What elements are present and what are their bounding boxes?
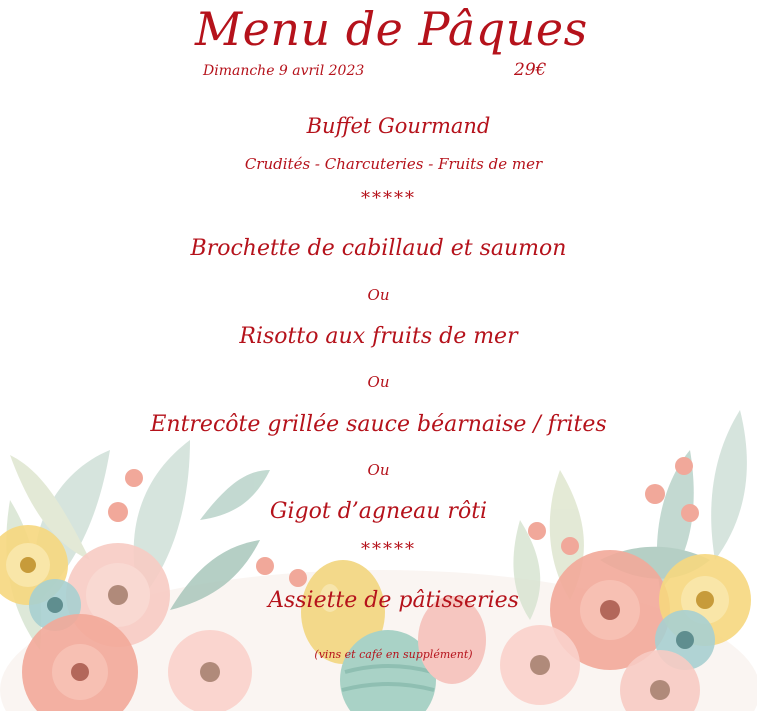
menu-date: Dimanche 9 avril 2023 bbox=[203, 63, 365, 79]
dish-item: Gigot d’agneau rôti bbox=[269, 499, 488, 524]
or-label: Ou bbox=[367, 373, 390, 391]
dish-item: Brochette de cabillaud et saumon bbox=[190, 236, 567, 261]
or-label: Ou bbox=[367, 461, 390, 479]
or-label: Ou bbox=[367, 286, 390, 304]
menu-price: 29€ bbox=[514, 60, 547, 80]
drinks-note: (vins et café en supplément) bbox=[314, 648, 473, 661]
dish-item: Risotto aux fruits de mer bbox=[239, 324, 518, 349]
separator-top: ***** bbox=[361, 188, 416, 209]
starter-description: Crudités - Charcuteries - Fruits de mer bbox=[244, 155, 543, 173]
starter-title: Buffet Gourmand bbox=[306, 114, 491, 138]
separator-bottom: ***** bbox=[361, 539, 416, 560]
dessert-item: Assiette de pâtisseries bbox=[268, 588, 519, 613]
menu-title: Menu de Pâques bbox=[195, 2, 588, 56]
dish-item: Entrecôte grillée sauce béarnaise / frites bbox=[150, 412, 607, 437]
